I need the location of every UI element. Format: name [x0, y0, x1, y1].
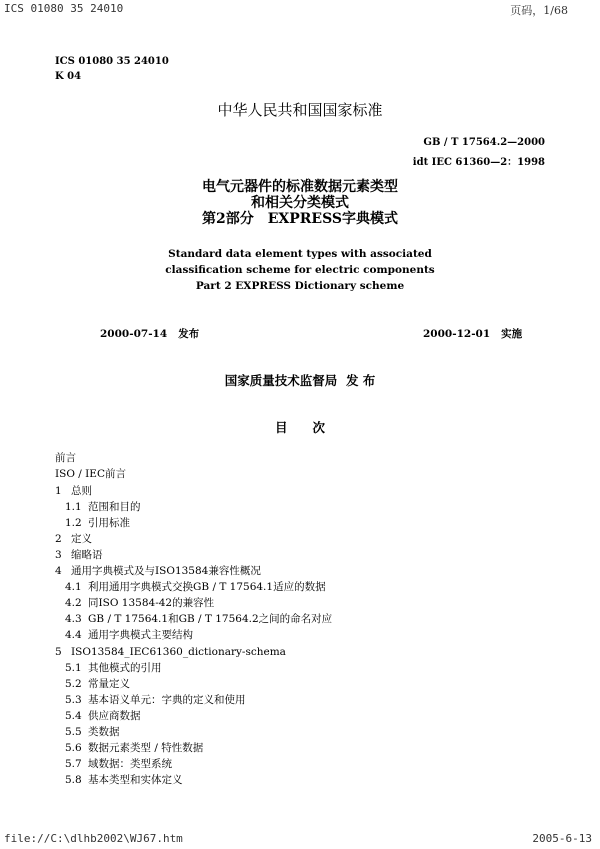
header-page-number: 页码，1/68: [510, 4, 568, 17]
toc-item-number: 5.5: [65, 726, 82, 738]
toc-item-number: 2: [55, 533, 62, 545]
toc-item-text: 定义: [71, 533, 92, 545]
toc-item-1[interactable]: [55, 484, 92, 499]
toc-item-4-1[interactable]: [65, 580, 326, 595]
toc-item-number: 4.2: [65, 597, 82, 609]
toc-item-2[interactable]: [55, 532, 92, 547]
toc-item-text: ISO13584_IEC61360_dictionary-schema: [71, 646, 286, 658]
ics-code: ICS 01080 35 24010: [55, 56, 169, 67]
toc-item-text: 常量定义: [88, 678, 130, 690]
toc-item-number: 1: [55, 485, 62, 497]
title-cn-line: 和相关分类模式: [251, 195, 349, 211]
toc-item-4[interactable]: [55, 564, 261, 579]
toc-item-number: 5.3: [65, 694, 82, 706]
implement-label: 实施: [501, 328, 523, 340]
title-en-line: Standard data element types with associated: [168, 248, 432, 260]
toc-item-number: 4: [55, 565, 62, 577]
toc-item-number: 1.2: [65, 517, 82, 529]
toc-item-text: 前言: [55, 452, 76, 464]
toc-item-5-4[interactable]: [65, 709, 141, 724]
toc-item-5-5[interactable]: [65, 725, 120, 740]
footer-date: 2005-6-13: [532, 832, 592, 845]
toc-item-text: 通用字典模式主要结构: [88, 629, 193, 641]
header-left: ICS 01080 35 24010: [4, 2, 124, 15]
implement-date: [423, 326, 522, 341]
publish-label: 发布: [178, 328, 200, 340]
issuer-label: 发 布: [345, 373, 376, 388]
toc-item-text: 其他模式的引用: [88, 662, 162, 674]
toc-item-5-6[interactable]: [65, 741, 203, 756]
toc-item-number: 5.8: [65, 774, 82, 786]
toc-item-number: 1.1: [65, 501, 82, 513]
publish-date: [100, 326, 199, 341]
toc-item-text: 引用标准: [88, 517, 130, 529]
toc-item-text: 总则: [71, 485, 92, 497]
implement-date-value: 2000-12-01: [423, 328, 491, 340]
toc-item-text: 类数据: [88, 726, 120, 738]
toc-item-4-2[interactable]: [65, 596, 214, 611]
standard-number: GB / T 17564.2—2000: [423, 137, 545, 148]
toc-item-number: 3: [55, 549, 62, 561]
toc-item-5-3[interactable]: [65, 693, 246, 708]
toc-item-3[interactable]: [55, 548, 103, 563]
toc-item-text: 利用通用字典模式交换GB / T 17564.1适应的数据: [88, 581, 326, 593]
toc-item-text: 基本类型和实体定义: [88, 774, 183, 786]
title-cn-line: 第2部分 EXPRESS字典模式: [201, 211, 399, 227]
toc-item-5-1[interactable]: [65, 661, 162, 676]
toc-item-number: 5.4: [65, 710, 82, 722]
issuer-name: 国家质量技术监督局: [224, 373, 338, 388]
toc-item-number: 5: [55, 646, 62, 658]
footer-file-path: file://C:\dlhb2002\WJ67.htm: [4, 832, 183, 845]
toc-item-text: ISO / IEC前言: [55, 468, 127, 480]
national-standard-title: 中华人民共和国国家标准: [217, 101, 383, 119]
toc-item-text: 数据元素类型 / 特性数据: [88, 742, 204, 754]
title-en: [0, 246, 600, 294]
toc-item-number: 4.4: [65, 629, 82, 641]
title-cn: [0, 179, 600, 227]
toc-item-iso-iec-preface[interactable]: [55, 467, 126, 482]
toc-item-text: 同ISO 13584-42的兼容性: [88, 597, 215, 609]
toc-item-preface[interactable]: [55, 451, 76, 466]
toc-item-1-1[interactable]: [65, 500, 141, 515]
toc-item-number: 4.1: [65, 581, 82, 593]
toc-item-number: 4.3: [65, 613, 82, 625]
toc-item-text: 范围和目的: [88, 501, 141, 513]
toc-item-text: 基本语义单元：字典的定义和使用: [88, 694, 246, 706]
toc-item-text: 通用字典模式及与ISO13584兼容性概况: [71, 565, 261, 577]
toc-item-number: 5.6: [65, 742, 82, 754]
publish-date-value: 2000-07-14: [100, 328, 168, 340]
toc-item-5-2[interactable]: [65, 677, 130, 692]
toc-item-4-3[interactable]: [65, 612, 332, 627]
toc-title: 目 次: [274, 420, 325, 435]
title-en-line: Part 2 EXPRESS Dictionary scheme: [195, 280, 405, 292]
toc-item-number: 5.1: [65, 662, 82, 674]
toc-item-1-2[interactable]: [65, 516, 130, 531]
idt-reference: idt IEC 61360—2：1998: [412, 157, 545, 168]
toc-item-5-8[interactable]: [65, 773, 183, 788]
toc-item-number: 5.2: [65, 678, 82, 690]
toc-item-text: GB / T 17564.1和GB / T 17564.2之间的命名对应: [88, 613, 333, 625]
toc-item-4-4[interactable]: [65, 628, 193, 643]
toc-item-text: 域数据：类型系统: [88, 758, 172, 770]
classification-code: K 04: [55, 71, 82, 82]
toc-item-5[interactable]: [55, 645, 286, 660]
toc-item-number: 5.7: [65, 758, 82, 770]
toc-item-text: 供应商数据: [88, 710, 141, 722]
toc-item-text: 缩略语: [71, 549, 103, 561]
toc-item-5-7[interactable]: [65, 757, 172, 772]
title-cn-line: 电气元器件的标准数据元素类型: [202, 179, 398, 195]
title-en-line: classification scheme for electric components: [165, 264, 435, 276]
issuer: [0, 371, 600, 389]
